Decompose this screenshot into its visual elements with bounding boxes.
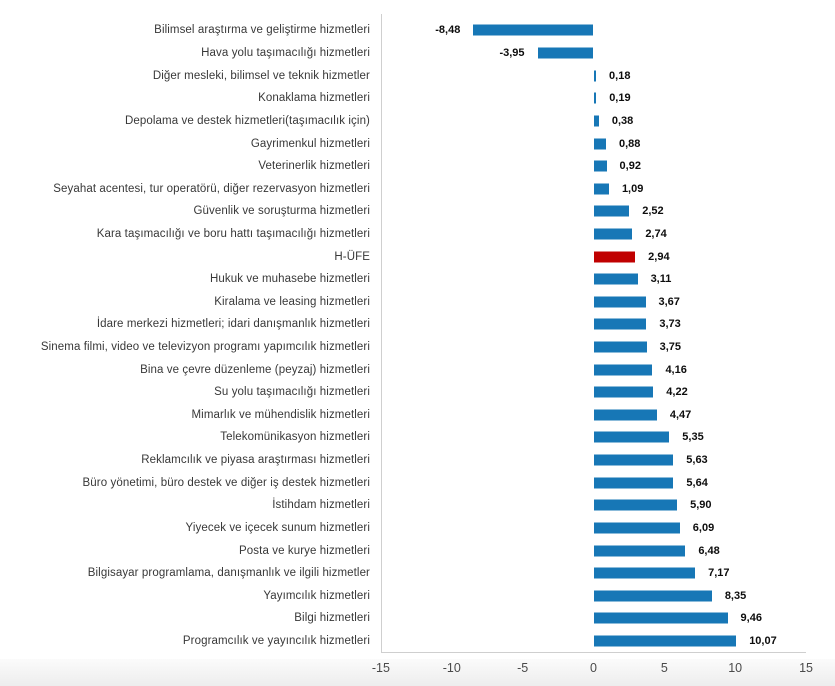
category-label: Hava yolu taşımacılığı hizmetleri [201,47,370,60]
value-label: 0,38 [611,114,634,127]
bar-row [0,404,835,427]
x-tick-label: -15 [371,661,390,675]
bar [594,319,647,330]
bar-row [0,358,835,381]
bar [473,25,593,36]
bar [594,70,597,81]
bar [594,161,607,172]
bar-row [0,155,835,178]
category-label: Bina ve çevre düzenleme (peyzaj) hizmetleri [140,363,370,376]
bar-row [0,494,835,517]
bar [594,274,638,285]
bar-row [0,87,835,110]
bar-row [0,268,835,291]
value-label: 4,47 [669,408,692,421]
value-label: 2,94 [648,250,670,263]
bar-row [0,471,835,494]
bar [594,500,678,511]
bar-row [0,177,835,200]
bar-row [0,539,835,562]
category-label: H-ÜFE [334,250,370,263]
value-label: 5,64 [686,476,708,489]
category-label: Bilimsel araştırma ve geliştirme hizmetleri [154,24,370,37]
value-label: 0,19 [609,92,631,105]
bar [594,183,609,194]
bar-row [0,245,835,268]
bar [594,228,633,239]
x-tick-label: 0 [590,661,597,675]
category-label: Yayımcılık hizmetleri [263,589,370,602]
bar [594,409,657,420]
value-label: 5,90 [690,499,712,512]
category-label: Büro yönetimi, büro destek ve diğer iş destek hizmetleri [82,476,370,489]
bar-row [0,562,835,585]
bar [594,522,680,533]
value-label: -3,95 [499,47,525,60]
bar-row [0,630,835,653]
category-label: Mimarlık ve mühendislik hizmetleri [191,408,370,421]
bar [594,342,647,353]
bar [594,477,674,488]
category-label: Depolama ve destek hizmetleri(taşımacılık için) [124,114,370,127]
x-axis-ticks [0,661,835,681]
bar-row [0,64,835,87]
bar [538,48,594,59]
x-tick-label: 15 [799,661,813,675]
bar [594,613,728,624]
category-label: İdare merkezi hizmetleri; idari danışmanlık hizmetleri [96,318,370,331]
value-label: 4,16 [665,363,687,376]
bar [594,455,674,466]
value-label: 8,35 [724,589,747,602]
x-tick-label: 10 [728,661,743,675]
category-label: Sinema filmi, video ve televizyon programı yapımcılık hizmetleri [40,341,370,354]
bar-row [0,132,835,155]
value-label: 3,67 [658,295,680,308]
bar-row [0,584,835,607]
bar-row [0,200,835,223]
bar [594,296,646,307]
value-label: 7,17 [708,567,730,580]
bar [594,387,654,398]
value-label: 9,46 [740,612,762,625]
bar [594,93,597,104]
category-label: Su yolu taşımacılığı hizmetleri [214,386,370,399]
bar [594,432,670,443]
x-tick-label: -10 [442,661,461,675]
category-label: Telekomünikasyon hizmetleri [220,431,370,444]
bar-row [0,291,835,314]
bar-row [0,426,835,449]
value-label: 0,18 [609,69,631,82]
bar [594,590,712,601]
x-tick-label: 5 [660,661,668,675]
bar-row [0,336,835,359]
value-label: 4,22 [666,386,688,399]
value-label: 3,75 [659,341,682,354]
bar-row [0,313,835,336]
category-label: Seyahat acentesi, tur operatörü, diğer rezervasyon hizmetleri [53,182,370,195]
value-label: 6,09 [692,521,715,534]
category-label: Posta ve kurye hizmetleri [239,544,370,557]
bar [594,115,599,126]
category-label: Hukuk ve muhasebe hizmetleri [209,273,370,286]
value-label: 6,48 [698,544,720,557]
bar-row [0,517,835,540]
value-label: 1,09 [621,182,644,195]
bar-row [0,449,835,472]
bar-row [0,42,835,65]
bar [594,635,737,646]
bar-row [0,19,835,42]
category-label: Programcılık ve yayıncılık hizmetleri [182,634,370,647]
value-label: 3,11 [650,273,672,286]
bar-row [0,223,835,246]
category-label: Kara taşımacılığı ve boru hattı taşımacılığı hizmetleri [96,227,370,240]
category-label: Bilgi hizmetleri [294,612,370,625]
value-label: 0,92 [619,160,641,173]
value-label: 0,88 [618,137,641,150]
value-label: 3,73 [659,318,681,331]
highlight-bar [594,251,636,262]
bar [594,568,696,579]
category-label: Kiralama ve leasing hizmetleri [214,295,370,308]
x-tick-label: -5 [517,661,529,675]
category-label: Diğer mesleki, bilimsel ve teknik hizmetler [152,69,370,82]
bar [594,364,653,375]
category-label: Bilgisayar programlama, danışmanlık ve ilgili hizmetler [87,567,370,580]
category-label: İstihdam hizmetleri [272,499,370,512]
value-label: 2,74 [645,227,667,240]
category-label: Reklamcılık ve piyasa araştırması hizmetleri [141,454,370,467]
bar [594,545,686,556]
value-label: 10,07 [749,634,777,647]
category-label: Güvenlik ve soruşturma hizmetleri [193,205,370,218]
bar [594,138,606,149]
category-label: Veterinerlik hizmetleri [258,160,370,173]
bar-row [0,381,835,404]
value-label: 5,35 [682,431,704,444]
category-label: Yiyecek ve içecek sunum hizmetleri [185,521,370,534]
category-label: Gayrimenkul hizmetleri [250,137,370,150]
bar-row [0,110,835,133]
bar [594,206,630,217]
value-label: 5,63 [686,454,708,467]
value-label: 2,52 [642,205,664,218]
category-label: Konaklama hizmetleri [258,92,370,105]
bar-row [0,607,835,630]
value-label: -8,48 [435,24,461,37]
